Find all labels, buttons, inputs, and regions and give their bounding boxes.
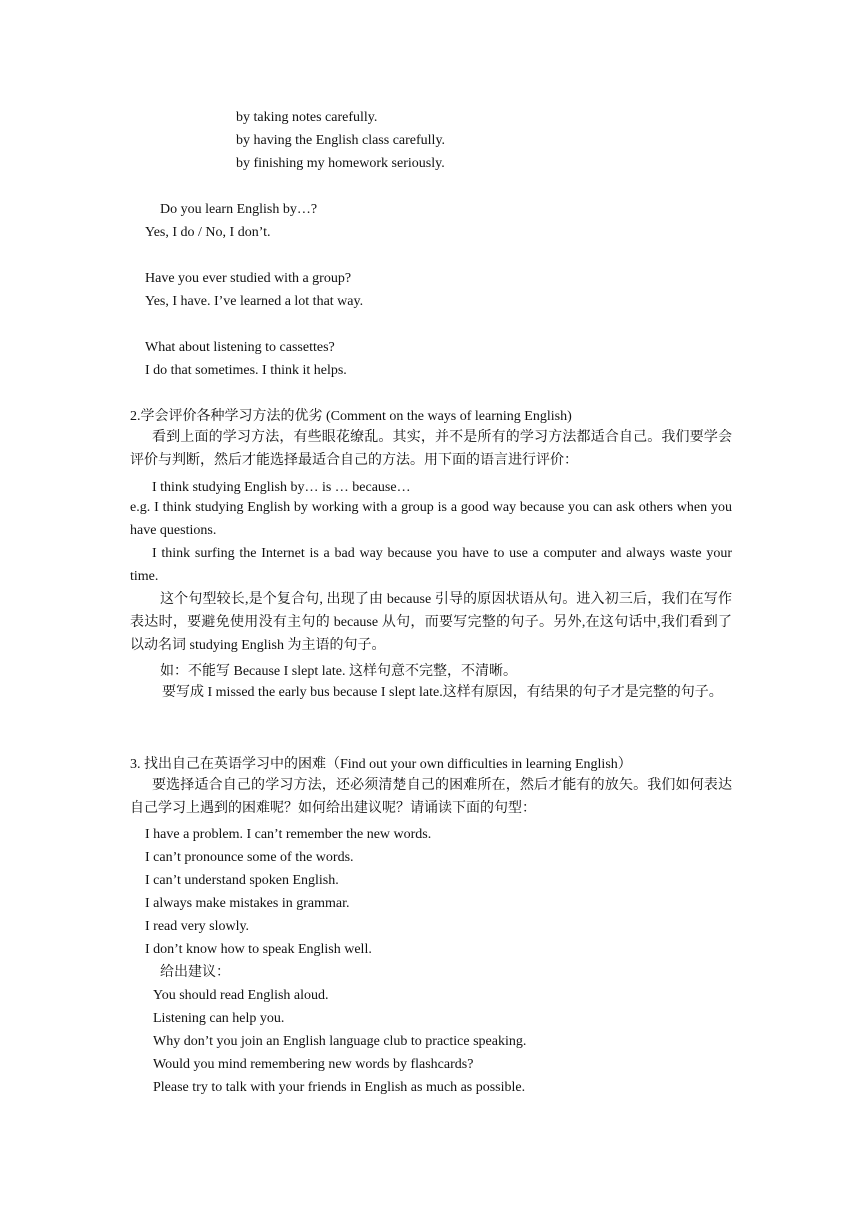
section-intro: 要选择适合自己的学习方法，还必须清楚自己的困难所在，然后才能有的放矢。我们如何表达自己学习上遇到的困难呢？如何给出建议呢？请诵读下面的句型：	[130, 778, 732, 816]
dialog-question: Do you learn English by…?	[160, 202, 318, 217]
advice-sentence: Listening can help you.	[153, 1011, 285, 1026]
dialog-question: Have you ever studied with a group?	[145, 271, 352, 286]
bad-example: 如：不能写 Because I slept late. 这样句意不完整，不清晰。	[160, 664, 517, 679]
advice-sentence: Why don’t you join an English language club to practice speaking.	[153, 1034, 527, 1049]
dialog-answer: Yes, I do / No, I don’t.	[145, 225, 271, 240]
example-sentence: e.g. I think studying English by working with a group is a good way because you can ask others when you have questions.	[130, 500, 732, 538]
advice-sentence: Would you mind remembering new words by flashcards?	[153, 1057, 474, 1072]
section-heading: 2.学会评价各种学习方法的优劣 (Comment on the ways of learning English)	[130, 409, 572, 424]
problem-sentence: I have a problem. I can’t remember the new words.	[145, 827, 432, 842]
problem-sentence: I don’t know how to speak English well.	[145, 942, 372, 957]
sentence-pattern: I think studying English by… is … because…	[152, 480, 411, 495]
example-sentence: I think surfing the Internet is a bad way because you have to use a computer and always waste your time.	[130, 546, 732, 584]
advice-label: 给出建议：	[160, 965, 230, 980]
method-line: by finishing my homework seriously.	[236, 156, 445, 171]
problem-sentence: I always make mistakes in grammar.	[145, 896, 350, 911]
advice-sentence: You should read English aloud.	[153, 988, 329, 1003]
section-heading: 3. 找出自己在英语学习中的困难（Find out your own difficulties in learning English）	[130, 757, 632, 772]
dialog-answer: Yes, I have. I’ve learned a lot that way.	[145, 294, 364, 309]
problem-sentence: I can’t understand spoken English.	[145, 873, 339, 888]
dialog-question: What about listening to cassettes?	[145, 340, 335, 355]
method-line: by taking notes carefully.	[236, 110, 378, 125]
good-example: 要写成 I missed the early bus because I slept late.这样有原因，有结果的句子才是完整的句子。	[162, 685, 723, 700]
section-intro: 看到上面的学习方法，有些眼花缭乱。其实，并不是所有的学习方法都适合自己。我们要学会评价与判断，然后才能选择最适合自己的方法。用下面的语言进行评价：	[130, 430, 732, 468]
problem-sentence: I can’t pronounce some of the words.	[145, 850, 354, 865]
grammar-note: 这个句型较长,是个复合句, 出现了由 because 引导的原因状语从句。进入初三后，我们在写作表达时，要避免使用没有主句的 because 从句，而要写完整的句子。另外,在这句话中,我们看到了以动名词 studying English 为主语的句子。	[130, 592, 732, 653]
dialog-answer: I do that sometimes. I think it helps.	[145, 363, 347, 378]
method-line: by having the English class carefully.	[236, 133, 446, 148]
problem-sentence: I read very slowly.	[145, 919, 250, 934]
advice-sentence: Please try to talk with your friends in English as much as possible.	[153, 1080, 526, 1095]
